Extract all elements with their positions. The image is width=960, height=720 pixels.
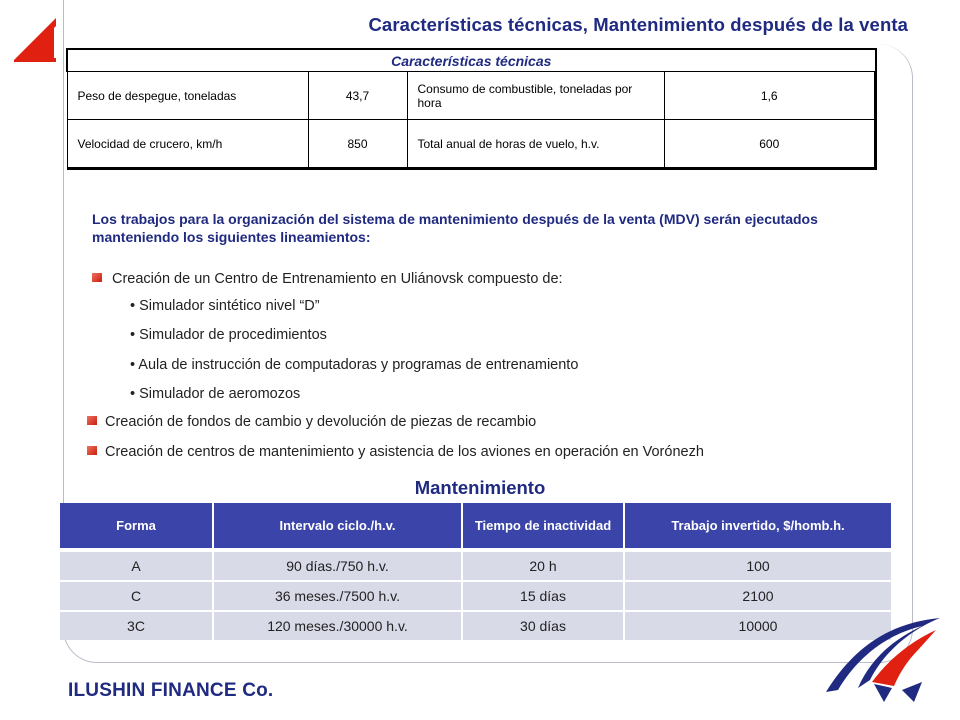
maintenance-table <box>60 503 891 640</box>
list-item-text: Creación de fondos de cambio y devolución de piezas de recambio <box>105 414 537 430</box>
table-cell: 120 meses./30000 h.v. <box>213 611 462 640</box>
spec-value: 1,6 <box>664 72 876 120</box>
page-title: Características técnicas, Mantenimiento después de la venta <box>368 14 908 35</box>
table-cell: 3C <box>60 611 213 640</box>
triangle-logo-icon <box>12 14 62 64</box>
spec-value: 43,7 <box>308 72 407 120</box>
spec-value: 600 <box>664 120 876 169</box>
list-item <box>92 271 563 287</box>
frame-line <box>63 0 64 44</box>
bullet-icon <box>87 446 97 455</box>
table-row <box>67 120 876 169</box>
tech-specs-table <box>66 48 877 170</box>
company-name: ILUSHIN FINANCE Co. <box>68 680 274 701</box>
list-item <box>87 414 536 430</box>
bullet-icon <box>87 416 97 425</box>
table-row <box>60 611 891 640</box>
table-cell: 36 meses./7500 h.v. <box>213 581 462 611</box>
spec-label: Total anual de horas de vuelo, h.v. <box>407 120 664 169</box>
table-row <box>67 72 876 120</box>
table-row <box>60 581 891 611</box>
spec-label: Peso de despegue, toneladas <box>67 72 308 120</box>
list-item: • Simulador de procedimientos <box>130 327 327 343</box>
table-header-row <box>60 503 891 550</box>
bullet-icon <box>92 273 102 282</box>
table-row <box>60 550 891 581</box>
list-item: • Simulador de aeromozos <box>130 386 301 402</box>
table-cell: 30 días <box>462 611 624 640</box>
table-cell: 15 días <box>462 581 624 611</box>
column-header: Trabajo invertido, $/homb.h. <box>624 503 891 550</box>
table-cell: 100 <box>624 550 891 581</box>
table-cell: A <box>60 550 213 581</box>
column-header: Tiempo de inactividad <box>462 503 624 550</box>
intro-paragraph: Los trabajos para la organización del sistema de mantenimiento después de la venta (MDV) serán ejecutados manteniendo los siguientes lineamientos: <box>92 211 818 245</box>
list-item-text: Creación de un Centro de Entrenamiento en Uliánovsk compuesto de: <box>112 271 563 287</box>
list-item-text: Creación de centros de mantenimiento y asistencia de los aviones en operación en Vorónezh <box>105 444 704 460</box>
column-header: Forma <box>60 503 213 550</box>
maintenance-title: Mantenimiento <box>414 477 546 498</box>
tech-specs-heading: Características técnicas <box>67 49 876 72</box>
list-item: • Aula de instrucción de computadoras y programas de entrenamiento <box>130 357 579 373</box>
table-cell: C <box>60 581 213 611</box>
column-header: Intervalo ciclo./h.v. <box>213 503 462 550</box>
list-item <box>87 444 704 460</box>
spec-value: 850 <box>308 120 407 169</box>
list-item: • Simulador sintético nivel “D” <box>130 298 320 314</box>
airline-logo-icon <box>818 610 948 710</box>
table-cell: 10000 <box>624 611 891 640</box>
spec-label: Velocidad de crucero, km/h <box>67 120 308 169</box>
table-cell: 90 días./750 h.v. <box>213 550 462 581</box>
table-cell: 20 h <box>462 550 624 581</box>
spec-label: Consumo de combustible, toneladas por hora <box>407 72 664 120</box>
table-cell: 2100 <box>624 581 891 611</box>
